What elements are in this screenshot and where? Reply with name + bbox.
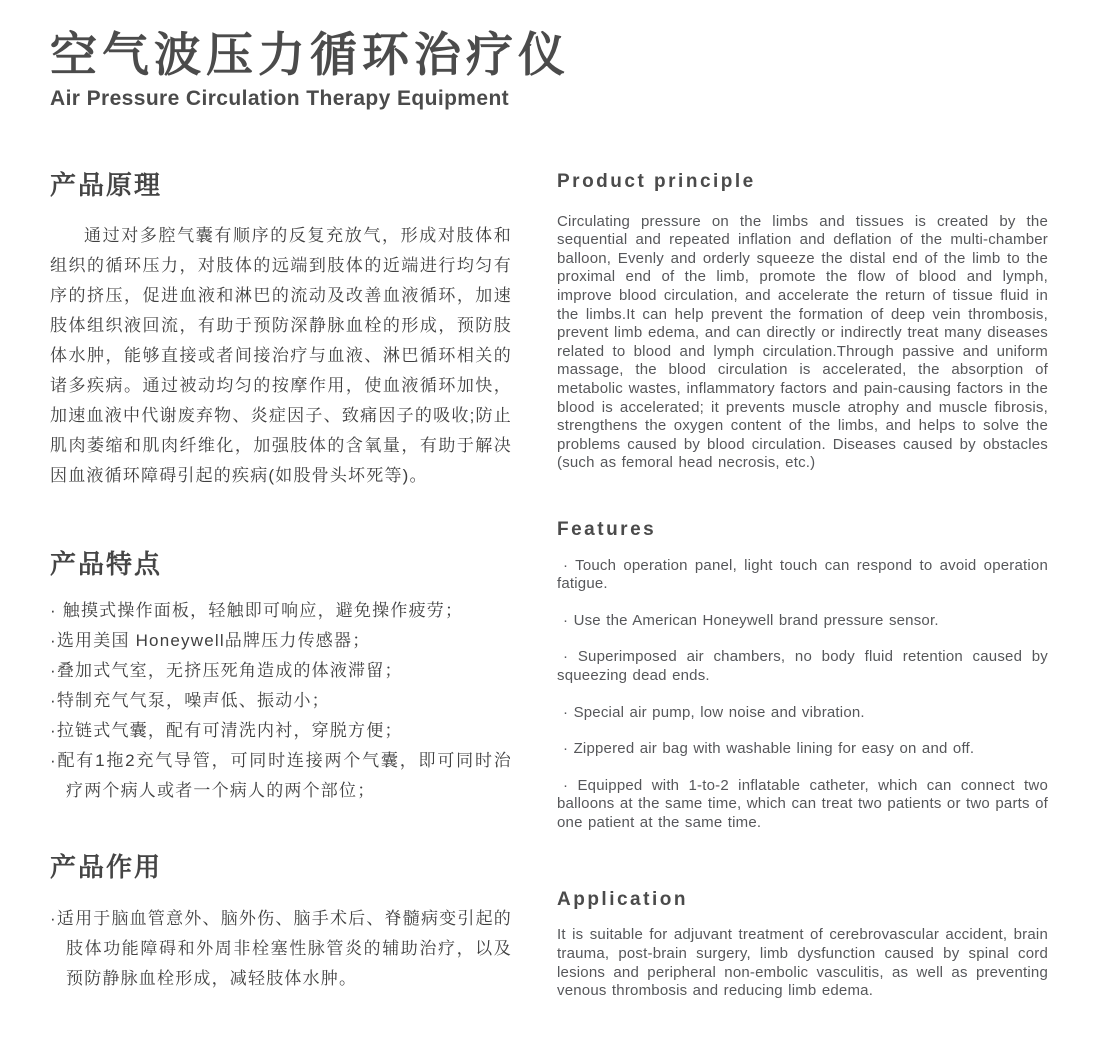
main-title-zh: 空气波压力循环治疗仪 bbox=[50, 28, 570, 81]
features-list-en bbox=[557, 557, 1048, 833]
subtitle-en: Air Pressure Circulation Therapy Equipment bbox=[50, 86, 510, 110]
principle-paragraph-en: Circulating pressure on the limbs and tissues is created by the sequential and repeated inflation and deflation of the multi-chamber balloon, Evenly and orderly squeeze the distal end of the limb to the proximal end of the limb, promote the flow of blood and lymph, improve blood circulation, and accelerate the return of tissue fluid in the limbs.It can help prevent the formation of deep vein thrombosis, prevent limb edema, and can directly or indirectly treat many diseases related to blood and lymph circulation.Through passive and uniform massage, the blood circulation is accelerated, the absorption of metabolic wastes, inflammatory factors and pain-causing factors in the blood is accelerated; it prevents muscle atrophy and muscle fibrosis, strengthens the oxygen content of the limbs, and helps to solve the problems caused by blood circulation. Diseases caused by obstacles (such as femoral head necrosis, etc.) bbox=[557, 212, 1048, 472]
column-chinese bbox=[50, 170, 512, 994]
doc-header bbox=[50, 26, 1050, 111]
list-item: ·选用美国 Honeywell品牌压力传感器； bbox=[50, 631, 371, 651]
section-heading-application-zh: 产品作用 bbox=[50, 852, 163, 883]
section-heading-principle-en: Product principle bbox=[557, 171, 756, 192]
list-item: ·叠加式气室，无挤压死角造成的体液滞留； bbox=[50, 661, 403, 681]
list-item: · Zippered air bag with washable lining for easy on and off. bbox=[563, 740, 975, 758]
section-heading-features-en: Features bbox=[557, 519, 657, 540]
application-paragraph-en: It is suitable for adjuvant treatment of cerebrovascular accident, brain trauma, post-brain surgery, limb dysfunction caused by spinal cord lesions and peripheral non-embolic vasculitis, as well as preventing venous thrombosis and reducing limb edema. bbox=[557, 926, 1048, 1000]
list-item: ·拉链式气囊，配有可清洗内衬，穿脱方便； bbox=[50, 721, 403, 741]
list-item: ·特制充气气泵，噪声低、振动小； bbox=[50, 691, 330, 711]
application-paragraph-zh: ·适用于脑血管意外、脑外伤、脑手术后、脊髓病变引起的肢体功能障碍和外周非栓塞性脉管炎的辅助治疗，以及预防静脉血栓形成，减轻肢体水肿。 bbox=[50, 908, 512, 988]
principle-paragraph-zh: 通过对多腔气囊有顺序的反复充放气，形成对肢体和组织的循环压力，对肢体的远端到肢体的近端进行均匀有序的挤压，促进血液和淋巴的流动及改善血液循环，加速肢体组织液回流，有助于预防深静脉血栓的形成，预防肢体水肿，能够直接或者间接治疗与血液、淋巴循环相关的诸多疾病。通过被动均匀的按摩作用，使血液循环加快，加速血液中代谢废弃物、炎症因子、致痛因子的吸收;防止肌肉萎缩和肌肉纤维化，加强肢体的含氧量，有助于解决因血液循环障碍引起的疾病(如股骨头坏死等)。 bbox=[50, 226, 512, 486]
column-english bbox=[557, 170, 1048, 1001]
list-item: · 触摸式操作面板，轻触即可响应，避免操作疲劳； bbox=[50, 601, 464, 621]
list-item: · Equipped with 1-to-2 inflatable catheter, which can connect two balloons at the same time, which can treat two patients or two parts of one patient at the same time. bbox=[557, 776, 1048, 832]
section-heading-principle-zh: 产品原理 bbox=[50, 170, 163, 200]
list-item: · Special air pump, low noise and vibration. bbox=[563, 703, 865, 721]
section-heading-features-zh: 产品特点 bbox=[50, 549, 163, 580]
list-item: · Touch operation panel, light touch can respond to avoid operation fatigue. bbox=[557, 556, 1048, 593]
list-item: · Superimposed air chambers, no body fluid retention caused by squeezing dead ends. bbox=[557, 648, 1048, 685]
list-item: · Use the American Honeywell brand pressure sensor. bbox=[563, 611, 939, 629]
list-item: ·配有1拖2充气导管，可同时连接两个气囊，即可同时治疗两个病人或者一个病人的两个部位； bbox=[50, 751, 512, 801]
section-heading-application-en: Application bbox=[557, 888, 688, 910]
features-list-zh bbox=[50, 596, 512, 806]
